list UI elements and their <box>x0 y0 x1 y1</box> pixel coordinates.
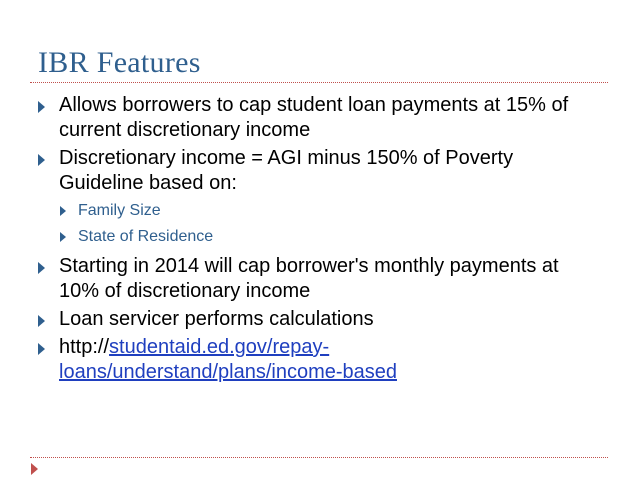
sub-bullet-triangle-icon <box>60 232 66 242</box>
title-divider <box>30 82 608 83</box>
bullet-text: Starting in 2014 will cap borrower's monthly payments at 10% of discretionary income <box>59 255 559 302</box>
bullet-triangle-icon <box>38 101 45 113</box>
sub-bullet-item <box>60 199 608 223</box>
bullet-text: Allows borrowers to cap student loan payments at 15% of current discretionary income <box>59 94 569 141</box>
bullet-item <box>38 93 608 143</box>
footer-divider <box>30 457 608 458</box>
bullet-triangle-icon <box>38 315 45 327</box>
sub-bullet-triangle-icon <box>60 206 66 216</box>
slide-title: IBR Features <box>38 46 201 79</box>
bullet-item <box>38 146 608 196</box>
link-prefix: http:// <box>59 336 110 358</box>
sub-bullet-item <box>60 225 608 249</box>
bullet-item <box>38 307 608 332</box>
bullet-text <box>59 335 419 385</box>
bullet-item <box>38 254 608 304</box>
bullet-triangle-icon <box>38 343 45 355</box>
bullet-item-link <box>38 335 608 385</box>
sub-bullet-text: State of Residence <box>78 228 214 245</box>
bullet-text: Discretionary income = AGI minus 150% of Poverty Guideline based on: <box>59 147 514 194</box>
bullet-triangle-icon <box>38 154 45 166</box>
footer-triangle-icon <box>31 463 38 475</box>
bullet-text: Loan servicer performs calculations <box>59 308 374 330</box>
bullet-list <box>38 93 608 388</box>
bullet-triangle-icon <box>38 262 45 274</box>
sub-bullet-text: Family Size <box>78 202 161 219</box>
income-based-plan-link[interactable]: studentaid.ed.gov/repay-loans/understand/plans/income-based <box>59 336 397 383</box>
